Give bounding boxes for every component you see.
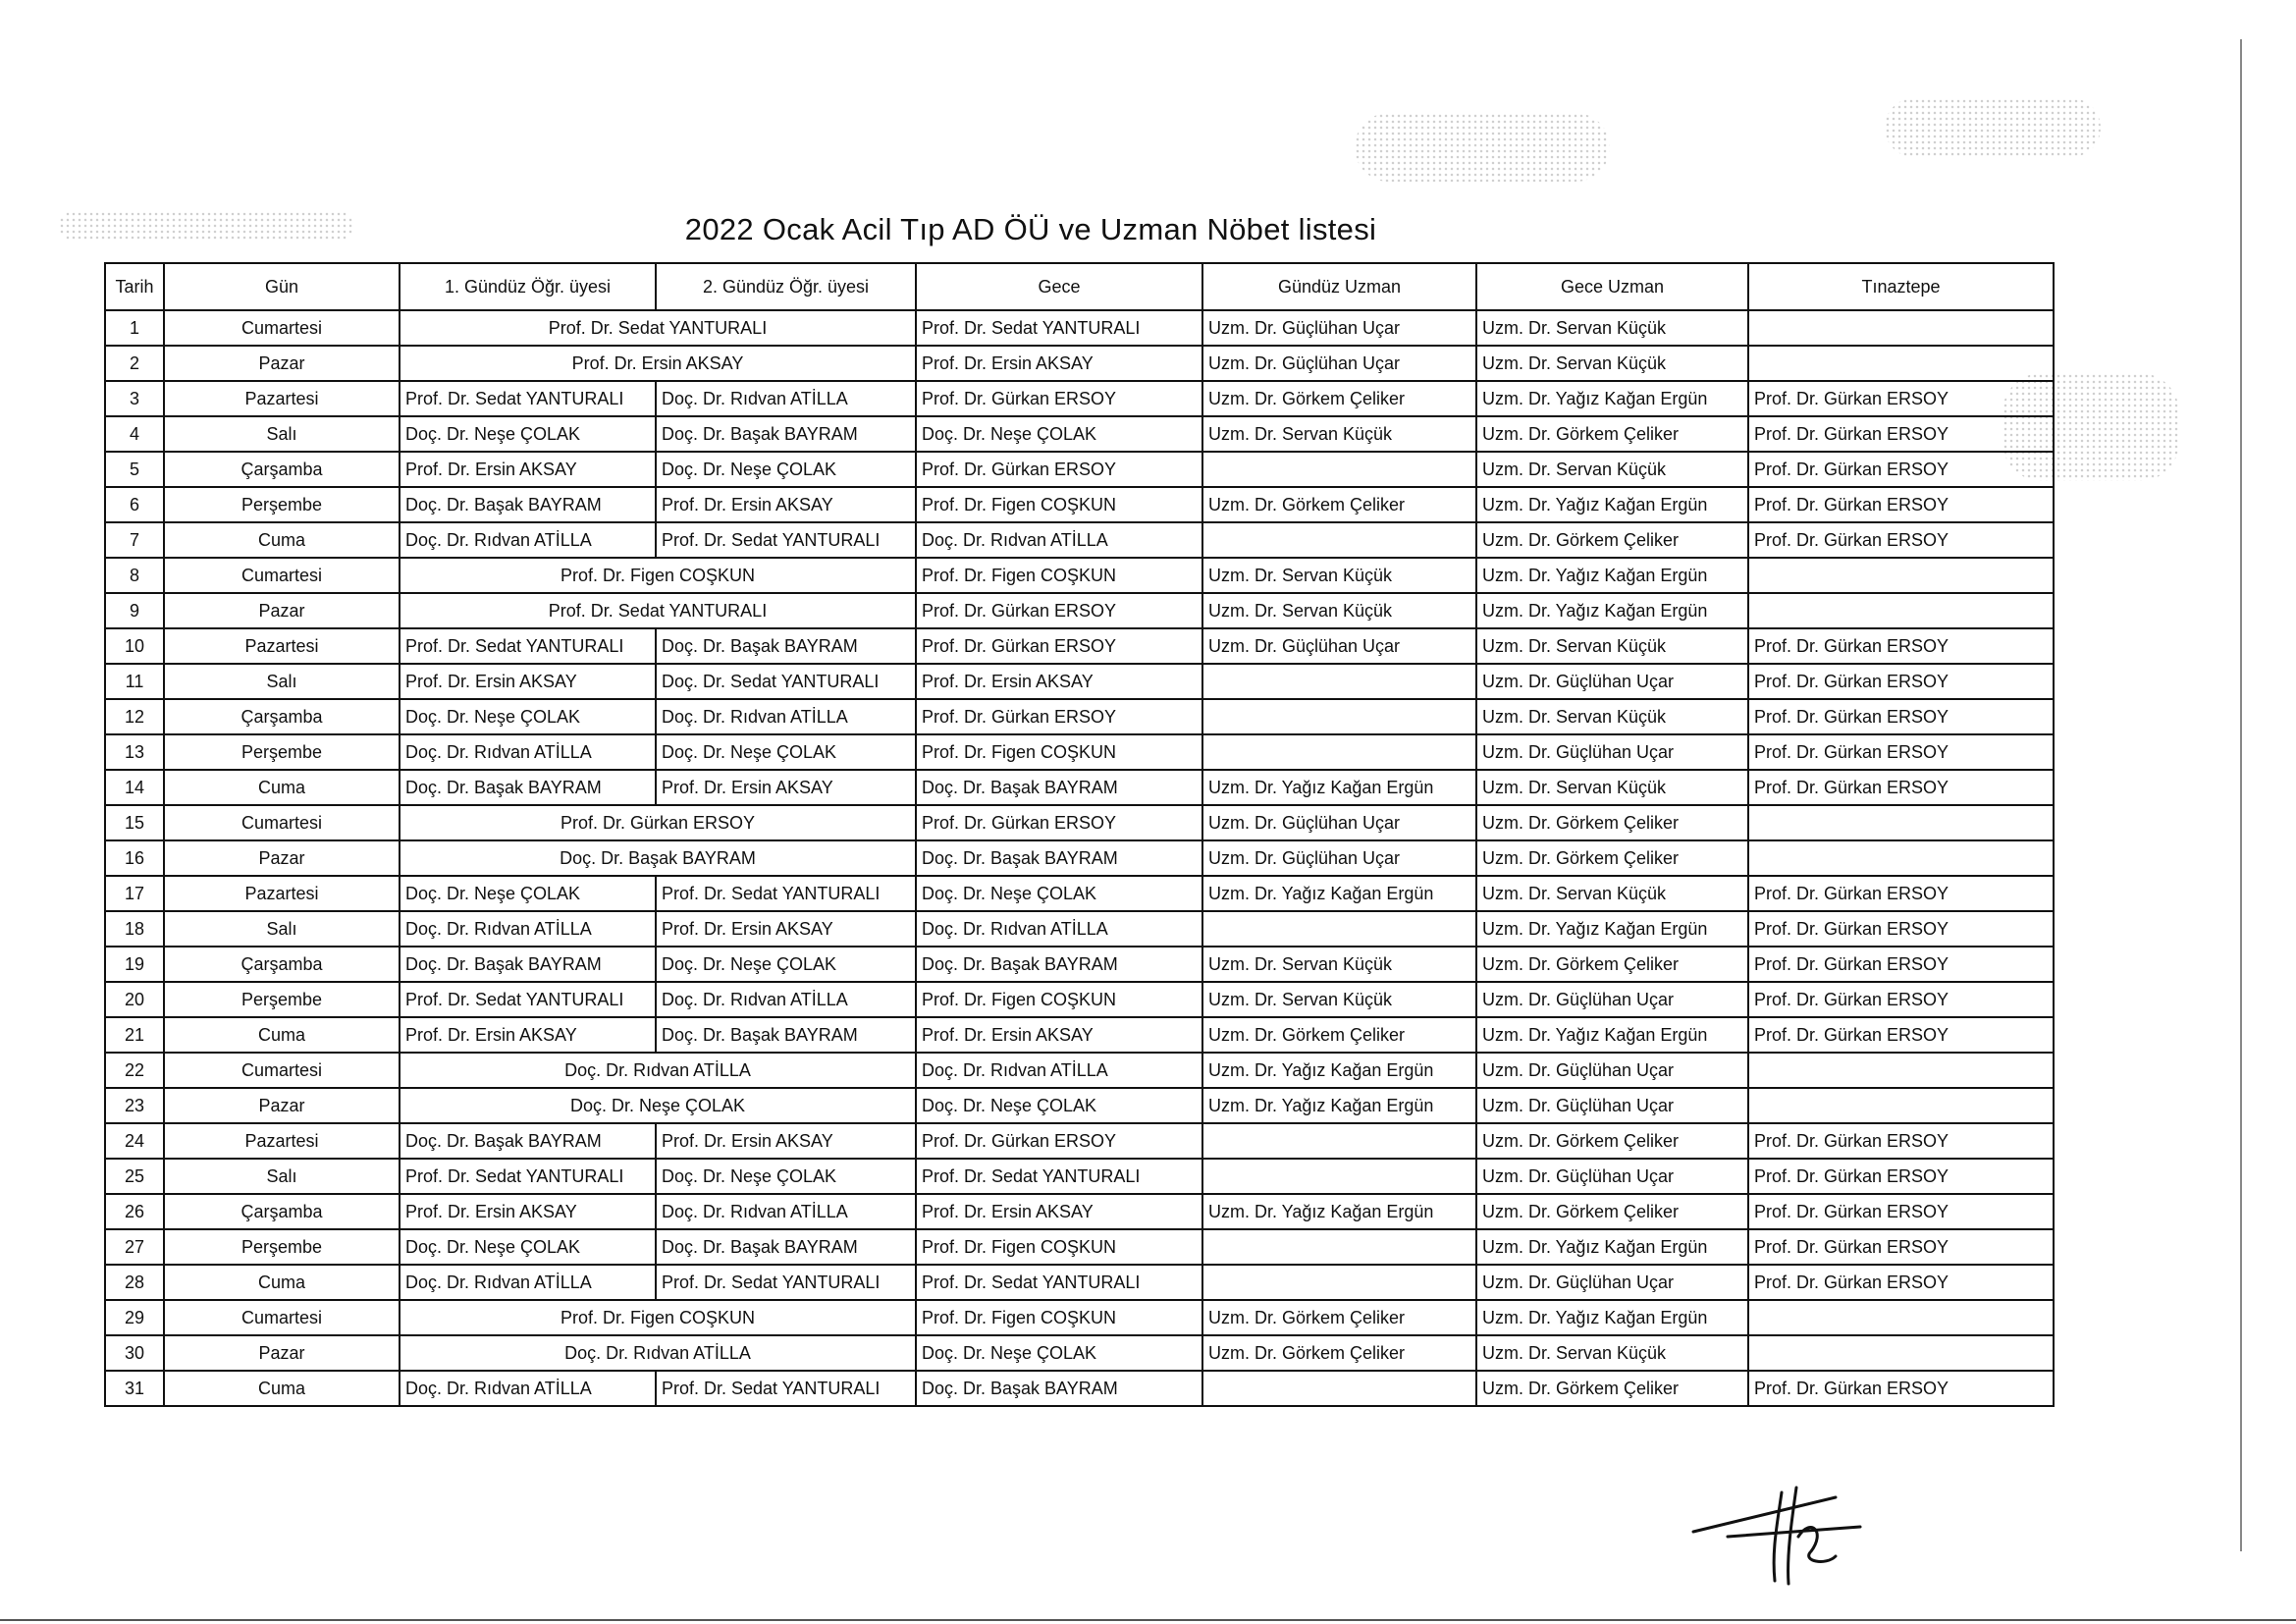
tinaztepe-cell: Prof. Dr. Gürkan ERSOY [1748,947,2054,982]
night-cell: Doç. Dr. Başak BAYRAM [916,1371,1202,1406]
tinaztepe-cell: Prof. Dr. Gürkan ERSOY [1748,1371,2054,1406]
day-faculty-2-cell: Doç. Dr. Rıdvan ATİLLA [656,699,916,734]
table-row [105,1194,2054,1229]
column-header-day-faculty-1: 1. Gündüz Öğr. üyesi [400,263,656,310]
day-faculty-1-cell: Prof. Dr. Ersin AKSAY [400,664,656,699]
column-header-night: Gece [916,263,1202,310]
day-faculty-1-cell: Doç. Dr. Rıdvan ATİLLA [400,1265,656,1300]
night-specialist-cell: Uzm. Dr. Servan Küçük [1476,452,1748,487]
tinaztepe-cell: Prof. Dr. Gürkan ERSOY [1748,1017,2054,1053]
day-faculty-2-cell: Prof. Dr. Sedat YANTURALI [656,1371,916,1406]
day-faculty-1-cell: Prof. Dr. Sedat YANTURALI [400,381,656,416]
night-specialist-cell: Uzm. Dr. Güçlühan Uçar [1476,982,1748,1017]
day-faculty-2-cell: Doç. Dr. Neşe ÇOLAK [656,947,916,982]
day-specialist-cell: Uzm. Dr. Görkem Çeliker [1202,1017,1476,1053]
day-faculty-1-cell: Doç. Dr. Başak BAYRAM [400,770,656,805]
day-faculty-1-cell: Doç. Dr. Neşe ÇOLAK [400,416,656,452]
day-specialist-cell [1202,699,1476,734]
tinaztepe-cell: Prof. Dr. Gürkan ERSOY [1748,1194,2054,1229]
table-row [105,805,2054,840]
day-specialist-cell: Uzm. Dr. Görkem Çeliker [1202,487,1476,522]
night-cell: Prof. Dr. Gürkan ERSOY [916,452,1202,487]
day-cell: Salı [164,1159,400,1194]
date-cell: 26 [105,1194,164,1229]
day-specialist-cell [1202,1159,1476,1194]
day-specialist-cell: Uzm. Dr. Yağız Kağan Ergün [1202,876,1476,911]
night-specialist-cell: Uzm. Dr. Yağız Kağan Ergün [1476,1017,1748,1053]
date-cell: 15 [105,805,164,840]
tinaztepe-cell [1748,310,2054,346]
day-faculty-merged-cell: Prof. Dr. Figen COŞKUN [400,1300,916,1335]
day-faculty-1-cell: Doç. Dr. Neşe ÇOLAK [400,699,656,734]
day-cell: Perşembe [164,487,400,522]
table-row [105,628,2054,664]
night-specialist-cell: Uzm. Dr. Görkem Çeliker [1476,1371,1748,1406]
day-faculty-2-cell: Prof. Dr. Sedat YANTURALI [656,522,916,558]
day-faculty-merged-cell: Prof. Dr. Gürkan ERSOY [400,805,916,840]
day-cell: Cumartesi [164,310,400,346]
tinaztepe-cell [1748,1053,2054,1088]
night-specialist-cell: Uzm. Dr. Yağız Kağan Ergün [1476,1229,1748,1265]
date-cell: 16 [105,840,164,876]
table-row [105,310,2054,346]
table-row [105,699,2054,734]
table-row [105,911,2054,947]
tinaztepe-cell [1748,593,2054,628]
tinaztepe-cell: Prof. Dr. Gürkan ERSOY [1748,628,2054,664]
date-cell: 9 [105,593,164,628]
night-cell: Prof. Dr. Sedat YANTURALI [916,1159,1202,1194]
day-faculty-1-cell: Prof. Dr. Sedat YANTURALI [400,982,656,1017]
date-cell: 30 [105,1335,164,1371]
night-cell: Prof. Dr. Ersin AKSAY [916,1194,1202,1229]
tinaztepe-cell: Prof. Dr. Gürkan ERSOY [1748,664,2054,699]
table-row [105,381,2054,416]
date-cell: 2 [105,346,164,381]
day-faculty-merged-cell: Prof. Dr. Sedat YANTURALI [400,593,916,628]
night-specialist-cell: Uzm. Dr. Yağız Kağan Ergün [1476,593,1748,628]
night-cell: Prof. Dr. Figen COŞKUN [916,734,1202,770]
night-specialist-cell: Uzm. Dr. Güçlühan Uçar [1476,734,1748,770]
day-cell: Cumartesi [164,1300,400,1335]
table-row [105,593,2054,628]
day-cell: Çarşamba [164,1194,400,1229]
table-row [105,1088,2054,1123]
table-row [105,1229,2054,1265]
date-cell: 4 [105,416,164,452]
night-cell: Prof. Dr. Gürkan ERSOY [916,1123,1202,1159]
day-faculty-2-cell: Doç. Dr. Neşe ÇOLAK [656,452,916,487]
night-specialist-cell: Uzm. Dr. Yağız Kağan Ergün [1476,1300,1748,1335]
date-cell: 12 [105,699,164,734]
date-cell: 17 [105,876,164,911]
table-row [105,1371,2054,1406]
column-header-tinaztepe: Tınaztepe [1748,263,2054,310]
day-specialist-cell: Uzm. Dr. Servan Küçük [1202,947,1476,982]
date-cell: 13 [105,734,164,770]
day-cell: Pazartesi [164,1123,400,1159]
duty-roster-table [104,262,2055,1407]
table-row [105,947,2054,982]
night-cell: Doç. Dr. Neşe ÇOLAK [916,1335,1202,1371]
day-cell: Pazartesi [164,381,400,416]
day-cell: Salı [164,664,400,699]
day-faculty-2-cell: Doç. Dr. Başak BAYRAM [656,1017,916,1053]
day-faculty-merged-cell: Doç. Dr. Neşe ÇOLAK [400,1088,916,1123]
table-row [105,452,2054,487]
day-cell: Pazar [164,346,400,381]
column-header-day-faculty-2: 2. Gündüz Öğr. üyesi [656,263,916,310]
tinaztepe-cell: Prof. Dr. Gürkan ERSOY [1748,1159,2054,1194]
date-cell: 8 [105,558,164,593]
date-cell: 5 [105,452,164,487]
day-faculty-1-cell: Prof. Dr. Ersin AKSAY [400,452,656,487]
day-faculty-1-cell: Prof. Dr. Sedat YANTURALI [400,628,656,664]
night-specialist-cell: Uzm. Dr. Görkem Çeliker [1476,1194,1748,1229]
day-specialist-cell: Uzm. Dr. Güçlühan Uçar [1202,346,1476,381]
night-specialist-cell: Uzm. Dr. Güçlühan Uçar [1476,1088,1748,1123]
tinaztepe-cell: Prof. Dr. Gürkan ERSOY [1748,522,2054,558]
date-cell: 1 [105,310,164,346]
day-cell: Cumartesi [164,558,400,593]
tinaztepe-cell: Prof. Dr. Gürkan ERSOY [1748,452,2054,487]
column-header-night-specialist: Gece Uzman [1476,263,1748,310]
tinaztepe-cell: Prof. Dr. Gürkan ERSOY [1748,416,2054,452]
day-faculty-2-cell: Prof. Dr. Sedat YANTURALI [656,1265,916,1300]
night-cell: Prof. Dr. Sedat YANTURALI [916,310,1202,346]
page-edge-bottom [0,1619,2296,1621]
day-specialist-cell: Uzm. Dr. Servan Küçük [1202,982,1476,1017]
day-faculty-2-cell: Prof. Dr. Sedat YANTURALI [656,876,916,911]
tinaztepe-cell: Prof. Dr. Gürkan ERSOY [1748,381,2054,416]
table-row [105,522,2054,558]
day-specialist-cell: Uzm. Dr. Güçlühan Uçar [1202,840,1476,876]
day-specialist-cell: Uzm. Dr. Görkem Çeliker [1202,1300,1476,1335]
night-specialist-cell: Uzm. Dr. Servan Küçük [1476,699,1748,734]
night-specialist-cell: Uzm. Dr. Görkem Çeliker [1476,840,1748,876]
night-specialist-cell: Uzm. Dr. Servan Küçük [1476,346,1748,381]
day-faculty-1-cell: Doç. Dr. Rıdvan ATİLLA [400,911,656,947]
tinaztepe-cell [1748,1335,2054,1371]
day-cell: Pazar [164,840,400,876]
tinaztepe-cell: Prof. Dr. Gürkan ERSOY [1748,1123,2054,1159]
night-specialist-cell: Uzm. Dr. Güçlühan Uçar [1476,1053,1748,1088]
table-row [105,664,2054,699]
day-cell: Perşembe [164,982,400,1017]
night-specialist-cell: Uzm. Dr. Yağız Kağan Ergün [1476,558,1748,593]
day-cell: Salı [164,911,400,947]
day-specialist-cell: Uzm. Dr. Yağız Kağan Ergün [1202,770,1476,805]
day-faculty-merged-cell: Prof. Dr. Ersin AKSAY [400,346,916,381]
tinaztepe-cell: Prof. Dr. Gürkan ERSOY [1748,1265,2054,1300]
day-faculty-merged-cell: Doç. Dr. Rıdvan ATİLLA [400,1053,916,1088]
night-specialist-cell: Uzm. Dr. Servan Küçük [1476,876,1748,911]
tinaztepe-cell [1748,1088,2054,1123]
day-faculty-2-cell: Doç. Dr. Başak BAYRAM [656,628,916,664]
table-row [105,734,2054,770]
day-cell: Cuma [164,1371,400,1406]
day-specialist-cell [1202,1371,1476,1406]
day-specialist-cell: Uzm. Dr. Güçlühan Uçar [1202,310,1476,346]
day-faculty-1-cell: Doç. Dr. Neşe ÇOLAK [400,1229,656,1265]
day-cell: Cumartesi [164,805,400,840]
day-specialist-cell: Uzm. Dr. Görkem Çeliker [1202,1335,1476,1371]
day-faculty-2-cell: Prof. Dr. Ersin AKSAY [656,487,916,522]
day-specialist-cell: Uzm. Dr. Güçlühan Uçar [1202,805,1476,840]
page-edge-right [2240,39,2242,1551]
day-faculty-merged-cell: Doç. Dr. Başak BAYRAM [400,840,916,876]
tinaztepe-cell: Prof. Dr. Gürkan ERSOY [1748,734,2054,770]
column-header-day-specialist: Gündüz Uzman [1202,263,1476,310]
day-faculty-2-cell: Doç. Dr. Sedat YANTURALI [656,664,916,699]
column-header-day: Gün [164,263,400,310]
table-row [105,1123,2054,1159]
table-row [105,1265,2054,1300]
day-cell: Çarşamba [164,699,400,734]
day-faculty-1-cell: Doç. Dr. Rıdvan ATİLLA [400,734,656,770]
table-row [105,558,2054,593]
night-cell: Prof. Dr. Ersin AKSAY [916,1017,1202,1053]
table-row [105,876,2054,911]
night-cell: Doç. Dr. Neşe ÇOLAK [916,1088,1202,1123]
night-specialist-cell: Uzm. Dr. Görkem Çeliker [1476,522,1748,558]
date-cell: 3 [105,381,164,416]
night-specialist-cell: Uzm. Dr. Görkem Çeliker [1476,947,1748,982]
day-faculty-1-cell: Doç. Dr. Rıdvan ATİLLA [400,1371,656,1406]
day-faculty-1-cell: Prof. Dr. Ersin AKSAY [400,1017,656,1053]
night-specialist-cell: Uzm. Dr. Güçlühan Uçar [1476,1265,1748,1300]
night-cell: Prof. Dr. Sedat YANTURALI [916,1265,1202,1300]
date-cell: 27 [105,1229,164,1265]
night-specialist-cell: Uzm. Dr. Servan Küçük [1476,310,1748,346]
date-cell: 23 [105,1088,164,1123]
night-specialist-cell: Uzm. Dr. Görkem Çeliker [1476,416,1748,452]
night-cell: Doç. Dr. Neşe ÇOLAK [916,416,1202,452]
day-specialist-cell [1202,452,1476,487]
day-faculty-1-cell: Doç. Dr. Neşe ÇOLAK [400,876,656,911]
table-row [105,346,2054,381]
night-specialist-cell: Uzm. Dr. Servan Küçük [1476,1335,1748,1371]
day-faculty-2-cell: Prof. Dr. Ersin AKSAY [656,1123,916,1159]
tinaztepe-cell [1748,346,2054,381]
day-specialist-cell [1202,664,1476,699]
day-cell: Perşembe [164,1229,400,1265]
tinaztepe-cell [1748,840,2054,876]
table-row [105,982,2054,1017]
date-cell: 14 [105,770,164,805]
day-cell: Perşembe [164,734,400,770]
date-cell: 31 [105,1371,164,1406]
table-row [105,1017,2054,1053]
tinaztepe-cell [1748,558,2054,593]
scan-noise [59,211,353,241]
night-cell: Prof. Dr. Gürkan ERSOY [916,628,1202,664]
day-specialist-cell [1202,1123,1476,1159]
day-cell: Cumartesi [164,1053,400,1088]
date-cell: 7 [105,522,164,558]
day-specialist-cell [1202,911,1476,947]
night-specialist-cell: Uzm. Dr. Güçlühan Uçar [1476,1159,1748,1194]
table-row [105,770,2054,805]
night-cell: Prof. Dr. Figen COŞKUN [916,1229,1202,1265]
table-row [105,1053,2054,1088]
night-cell: Doç. Dr. Başak BAYRAM [916,770,1202,805]
day-faculty-2-cell: Doç. Dr. Rıdvan ATİLLA [656,381,916,416]
night-specialist-cell: Uzm. Dr. Yağız Kağan Ergün [1476,911,1748,947]
day-faculty-1-cell: Doç. Dr. Başak BAYRAM [400,947,656,982]
day-cell: Cuma [164,770,400,805]
tinaztepe-cell: Prof. Dr. Gürkan ERSOY [1748,876,2054,911]
date-cell: 25 [105,1159,164,1194]
tinaztepe-cell: Prof. Dr. Gürkan ERSOY [1748,699,2054,734]
day-specialist-cell: Uzm. Dr. Servan Küçük [1202,416,1476,452]
day-specialist-cell [1202,1265,1476,1300]
date-cell: 28 [105,1265,164,1300]
table-row [105,840,2054,876]
day-cell: Cuma [164,1265,400,1300]
day-faculty-2-cell: Doç. Dr. Neşe ÇOLAK [656,1159,916,1194]
day-cell: Pazar [164,1335,400,1371]
day-faculty-1-cell: Prof. Dr. Ersin AKSAY [400,1194,656,1229]
column-header-date: Tarih [105,263,164,310]
night-cell: Prof. Dr. Figen COŞKUN [916,982,1202,1017]
day-cell: Pazar [164,593,400,628]
night-cell: Doç. Dr. Rıdvan ATİLLA [916,1053,1202,1088]
day-cell: Pazartesi [164,628,400,664]
tinaztepe-cell: Prof. Dr. Gürkan ERSOY [1748,487,2054,522]
table-row [105,416,2054,452]
day-specialist-cell: Uzm. Dr. Görkem Çeliker [1202,381,1476,416]
night-cell: Doç. Dr. Rıdvan ATİLLA [916,911,1202,947]
day-specialist-cell: Uzm. Dr. Servan Küçük [1202,593,1476,628]
table-row [105,1300,2054,1335]
night-cell: Prof. Dr. Gürkan ERSOY [916,805,1202,840]
day-specialist-cell: Uzm. Dr. Yağız Kağan Ergün [1202,1053,1476,1088]
day-specialist-cell: Uzm. Dr. Yağız Kağan Ergün [1202,1194,1476,1229]
tinaztepe-cell [1748,805,2054,840]
day-faculty-1-cell: Doç. Dr. Başak BAYRAM [400,1123,656,1159]
day-faculty-2-cell: Doç. Dr. Başak BAYRAM [656,1229,916,1265]
day-faculty-1-cell: Doç. Dr. Başak BAYRAM [400,487,656,522]
date-cell: 19 [105,947,164,982]
day-faculty-1-cell: Doç. Dr. Rıdvan ATİLLA [400,522,656,558]
night-specialist-cell: Uzm. Dr. Görkem Çeliker [1476,1123,1748,1159]
night-cell: Prof. Dr. Gürkan ERSOY [916,593,1202,628]
day-faculty-merged-cell: Prof. Dr. Figen COŞKUN [400,558,916,593]
day-specialist-cell: Uzm. Dr. Güçlühan Uçar [1202,628,1476,664]
day-faculty-2-cell: Doç. Dr. Rıdvan ATİLLA [656,982,916,1017]
day-faculty-merged-cell: Prof. Dr. Sedat YANTURALI [400,310,916,346]
date-cell: 29 [105,1300,164,1335]
date-cell: 21 [105,1017,164,1053]
night-specialist-cell: Uzm. Dr. Yağız Kağan Ergün [1476,381,1748,416]
day-specialist-cell [1202,1229,1476,1265]
date-cell: 11 [105,664,164,699]
day-cell: Çarşamba [164,947,400,982]
day-cell: Cuma [164,1017,400,1053]
day-faculty-2-cell: Doç. Dr. Neşe ÇOLAK [656,734,916,770]
night-cell: Doç. Dr. Neşe ÇOLAK [916,876,1202,911]
date-cell: 22 [105,1053,164,1088]
night-cell: Prof. Dr. Figen COŞKUN [916,487,1202,522]
handwritten-signature [1688,1478,1865,1586]
day-cell: Cuma [164,522,400,558]
night-cell: Doç. Dr. Başak BAYRAM [916,840,1202,876]
day-cell: Pazar [164,1088,400,1123]
day-faculty-2-cell: Prof. Dr. Ersin AKSAY [656,911,916,947]
date-cell: 18 [105,911,164,947]
night-specialist-cell: Uzm. Dr. Servan Küçük [1476,628,1748,664]
day-specialist-cell [1202,522,1476,558]
date-cell: 6 [105,487,164,522]
day-cell: Çarşamba [164,452,400,487]
tinaztepe-cell: Prof. Dr. Gürkan ERSOY [1748,982,2054,1017]
day-faculty-2-cell: Doç. Dr. Rıdvan ATİLLA [656,1194,916,1229]
day-specialist-cell [1202,734,1476,770]
header-row [105,263,2054,310]
tinaztepe-cell: Prof. Dr. Gürkan ERSOY [1748,911,2054,947]
night-specialist-cell: Uzm. Dr. Servan Küçük [1476,770,1748,805]
page-title: 2022 Ocak Acil Tıp AD ÖÜ ve Uzman Nöbet listesi [684,212,1377,246]
night-cell: Prof. Dr. Figen COŞKUN [916,1300,1202,1335]
date-cell: 20 [105,982,164,1017]
table-row [105,487,2054,522]
day-cell: Pazartesi [164,876,400,911]
day-faculty-1-cell: Prof. Dr. Sedat YANTURALI [400,1159,656,1194]
night-cell: Doç. Dr. Başak BAYRAM [916,947,1202,982]
night-specialist-cell: Uzm. Dr. Görkem Çeliker [1476,805,1748,840]
scan-noise [1355,113,1610,182]
night-cell: Prof. Dr. Figen COŞKUN [916,558,1202,593]
tinaztepe-cell: Prof. Dr. Gürkan ERSOY [1748,1229,2054,1265]
tinaztepe-cell [1748,1300,2054,1335]
day-faculty-2-cell: Doç. Dr. Başak BAYRAM [656,416,916,452]
table-row [105,1159,2054,1194]
day-faculty-2-cell: Prof. Dr. Ersin AKSAY [656,770,916,805]
table-row [105,1335,2054,1371]
scan-noise [1885,98,2101,157]
night-cell: Doç. Dr. Rıdvan ATİLLA [916,522,1202,558]
night-specialist-cell: Uzm. Dr. Güçlühan Uçar [1476,664,1748,699]
night-specialist-cell: Uzm. Dr. Yağız Kağan Ergün [1476,487,1748,522]
day-specialist-cell: Uzm. Dr. Servan Küçük [1202,558,1476,593]
night-cell: Prof. Dr. Gürkan ERSOY [916,381,1202,416]
night-cell: Prof. Dr. Ersin AKSAY [916,346,1202,381]
day-faculty-merged-cell: Doç. Dr. Rıdvan ATİLLA [400,1335,916,1371]
day-cell: Salı [164,416,400,452]
tinaztepe-cell: Prof. Dr. Gürkan ERSOY [1748,770,2054,805]
date-cell: 24 [105,1123,164,1159]
date-cell: 10 [105,628,164,664]
night-cell: Prof. Dr. Gürkan ERSOY [916,699,1202,734]
day-specialist-cell: Uzm. Dr. Yağız Kağan Ergün [1202,1088,1476,1123]
night-cell: Prof. Dr. Ersin AKSAY [916,664,1202,699]
